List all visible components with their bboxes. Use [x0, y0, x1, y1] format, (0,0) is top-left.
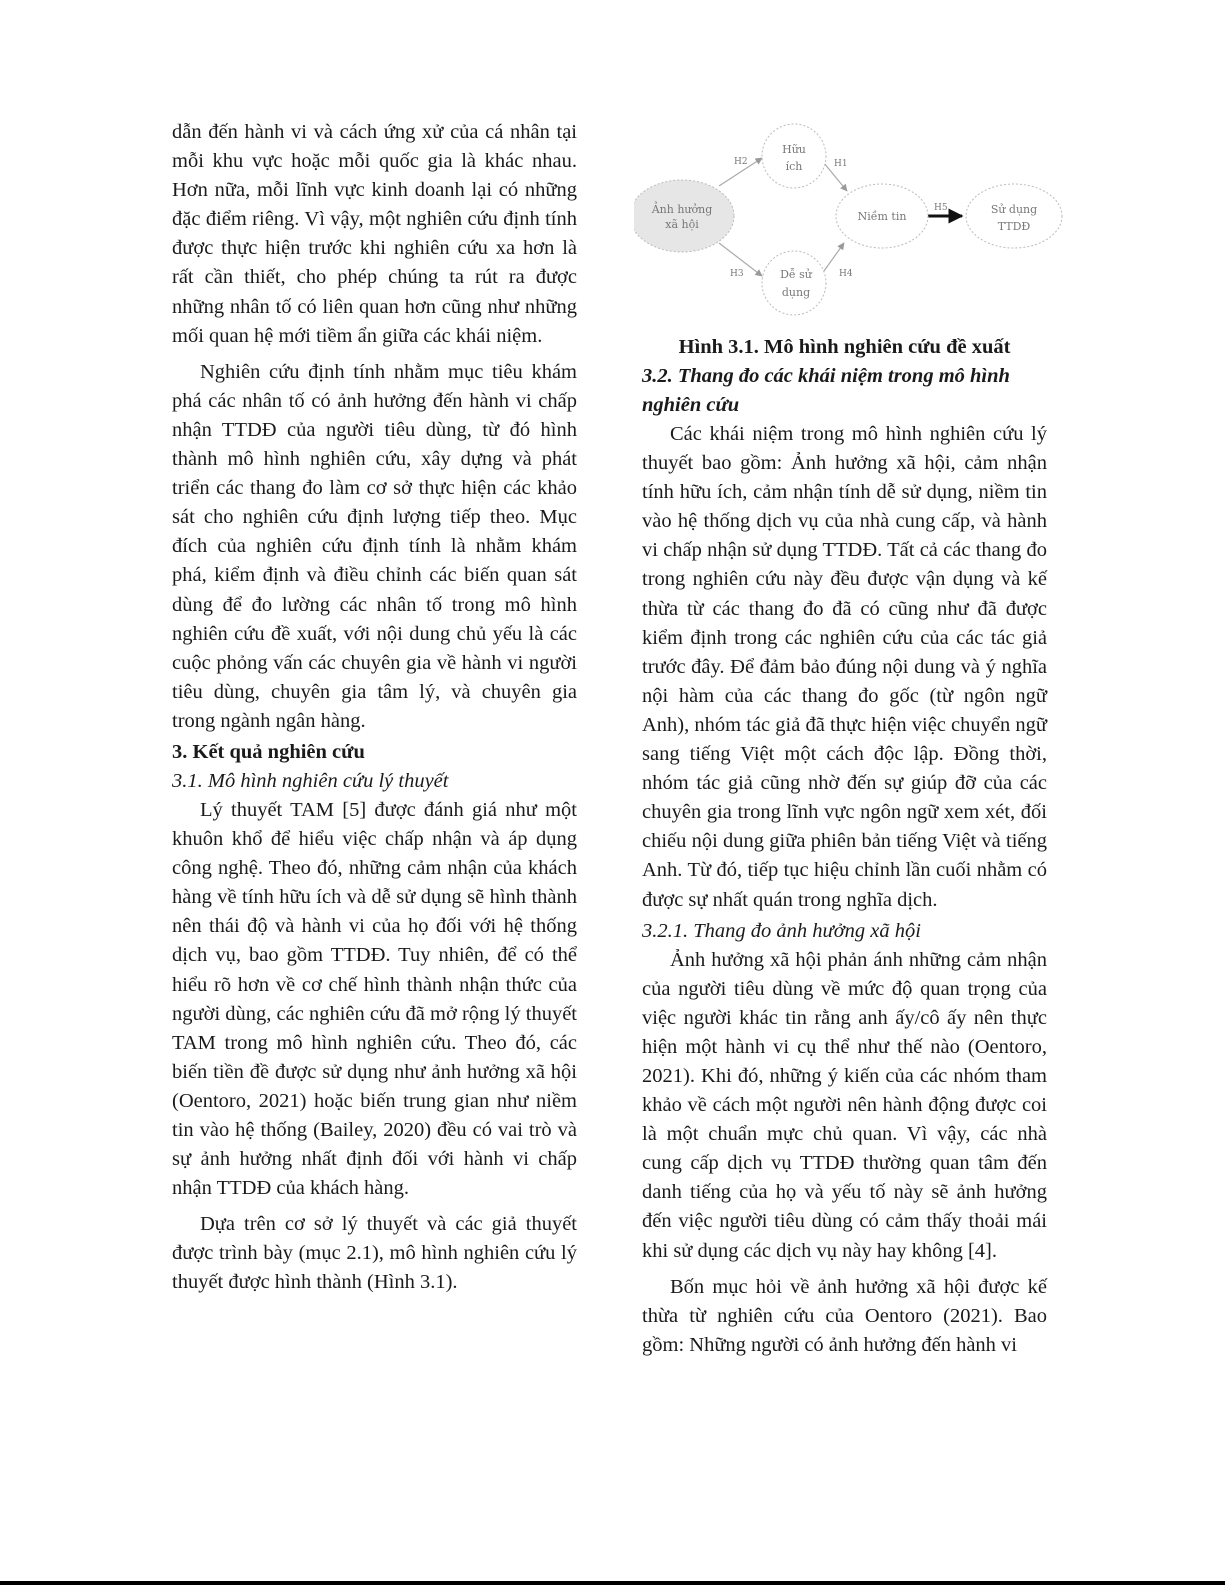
left-paragraph-1: dẫn đến hành vi và cách ứng xử của cá nhân tại mỗi khu vực hoặc mỗi quốc gia là khác nhau. Hơn nữa, mỗi lĩnh vực kinh doanh lại có những đặc điểm riêng. Vì vậy, một nghiên cứu định tính được thực hiện trước khi nghiên cứu xa hơn là rất cần thiết, cho phép chúng ta rút ra được những nhân tố có liên quan hơn cũng như những mối quan hệ mới tiềm ẩn giữa các khái niệm.	[172, 121, 577, 347]
subsection-heading-3-2: 3.2. Thang đo các khái niệm trong mô hình nghiên cứu	[642, 365, 1010, 416]
node-adoption	[966, 184, 1062, 248]
edge-label-h4: H4	[839, 269, 853, 279]
right-paragraph-1: Các khái niệm trong mô hình nghiên cứu lý thuyết bao gồm: Ảnh hưởng xã hội, cảm nhận tính hữu ích, cảm nhận tính dễ sử dụng, niềm tin vào hệ thống dịch vụ của nhà cung cấp, và hành vi chấp nhận sử dụng TTDĐ. Tất cả các thang đo trong nghiên cứu này đều được vận dụng và kế thừa từ các thang đo đã có cũng như đã được kiểm định trong các nghiên cứu của các tác giả trước đây. Để đảm bảo đúng nội dung và ý nghĩa nội hàm của các thang đo gốc (từ ngôn ngữ Anh), nhóm tác giả đã thực hiện việc chuyển ngữ sang tiếng Việt một cách độc lập. Đồng thời, nhóm tác giả cũng nhờ đến sự giúp đỡ của các chuyên gia trong lĩnh vực ngôn ngữ xem xét, đối chiếu nội dung giữa phiên bản tiếng Việt và tiếng Anh. Từ đó, tiếp tục hiệu chỉnh lần cuối nhằm có được sự nhất quán trong nghĩa dịch.	[642, 423, 1047, 911]
node-easy-label-1: Dễ sử	[780, 268, 812, 281]
node-social-label-2: xã hội	[665, 218, 699, 231]
left-paragraph-2: Nghiên cứu định tính nhằm mục tiêu khám phá các nhân tố có ảnh hưởng đến hành vi chấp nhận TTDĐ của người tiêu dùng, từ đó hình thành mô hình nghiên cứu, xây dựng và phát triển các thang đo làm cơ sở thực hiện các khảo sát cho nghiên cứu định lượng tiếp theo. Mục đích của nghiên cứu định tính là nhằm khám phá, kiểm định và điều chỉnh các biến quan sát dùng để đo lường các nhân tố trong mô hình nghiên cứu đề xuất, với nội dung chủ yếu là các cuộc phỏng vấn các chuyên gia về hành vi người tiêu dùng, chuyên gia tâm lý, và chuyên gia trong ngành ngân hàng.	[172, 360, 577, 732]
left-column	[172, 118, 577, 1298]
node-adopt-label-2: TTDĐ	[997, 220, 1031, 233]
node-useful-label-1: Hữu	[782, 143, 806, 156]
edge-label-h5: H5	[934, 203, 948, 213]
bottom-rule	[0, 1581, 1225, 1585]
right-paragraph-2: Ảnh hưởng xã hội phản ánh những cảm nhận của người tiêu dùng về mức độ quan trọng của việc người khác tin rằng anh ấy/cô ấy nên thực hiện một hành vi cụ thể như thế nào (Oentoro, 2021). Khi đó, những ý kiến của các nhóm tham khảo về cách một người nên hành động được coi là một chuẩn mực chủ quan. Vì vậy, các nhà cung cấp dịch vụ TTDĐ thường quan tâm đến danh tiếng của họ và yếu tố này sẽ ảnh hưởng đến việc người tiêu dùng có cảm thấy thoải mái khi sử dụng các dịch vụ này hay không [4].	[642, 948, 1047, 1262]
right-paragraph-3: Bốn mục hỏi về ảnh hưởng xã hội được kế thừa từ nghiên cứu của Oentoro (2021). Bao gồm: Những người có ảnh hưởng đến hành vi	[642, 1275, 1047, 1356]
research-model-figure	[634, 118, 1074, 323]
node-adopt-label-1: Sử dụng	[990, 203, 1038, 216]
node-usefulness	[762, 124, 826, 188]
left-paragraph-4: Dựa trên cơ sở lý thuyết và các giả thuyết được trình bày (mục 2.1), mô hình nghiên cứu lý thuyết được hình thành (Hình 3.1).	[172, 1213, 577, 1294]
figure-caption: Hình 3.1. Mô hình nghiên cứu đề xuất	[678, 336, 1011, 358]
left-paragraph-3: Lý thuyết TAM [5] được đánh giá như một khuôn khổ để hiểu việc chấp nhận và áp dụng công nghệ. Theo đó, những cảm nhận của khách hàng về tính hữu ích và dễ sử dụng sẽ hình thành nên thái độ và hành vi của họ đối với hệ thống dịch vụ, bao gồm TTDĐ. Tuy nhiên, để có thể hiểu rõ hơn về cơ chế hình thành nhận thức của người dùng, các nghiên cứu đã mở rộng lý thuyết TAM trong mô hình nghiên cứu. Theo đó, các biến tiền đề được sử dụng như ảnh hưởng xã hội (Oentoro, 2021) hoặc biến trung gian như niềm tin vào hệ thống (Bailey, 2020) đều có vai trò và sự ảnh hưởng nhất định đối với hành vi chấp nhận TTDĐ của khách hàng.	[172, 798, 577, 1200]
section-heading-3: 3. Kết quả nghiên cứu	[172, 740, 365, 763]
edge-label-h2: H2	[734, 157, 748, 167]
node-trust-label: Niềm tin	[857, 210, 907, 223]
edge-label-h1: H1	[834, 159, 848, 169]
subsection-heading-3-2-1: 3.2.1. Thang đo ảnh hưởng xã hội	[642, 919, 921, 942]
node-social-label-1: Ảnh hưởng	[651, 203, 713, 216]
node-easy-label-2: dụng	[781, 286, 811, 299]
node-ease-of-use	[762, 251, 826, 315]
research-model-diagram	[634, 118, 1074, 323]
edge-label-h3: H3	[730, 269, 744, 279]
node-social-influence	[634, 180, 734, 252]
right-column	[642, 118, 1047, 1360]
subsection-heading-3-1: 3.1. Mô hình nghiên cứu lý thuyết	[172, 769, 449, 792]
node-useful-label-2: ích	[785, 160, 803, 173]
